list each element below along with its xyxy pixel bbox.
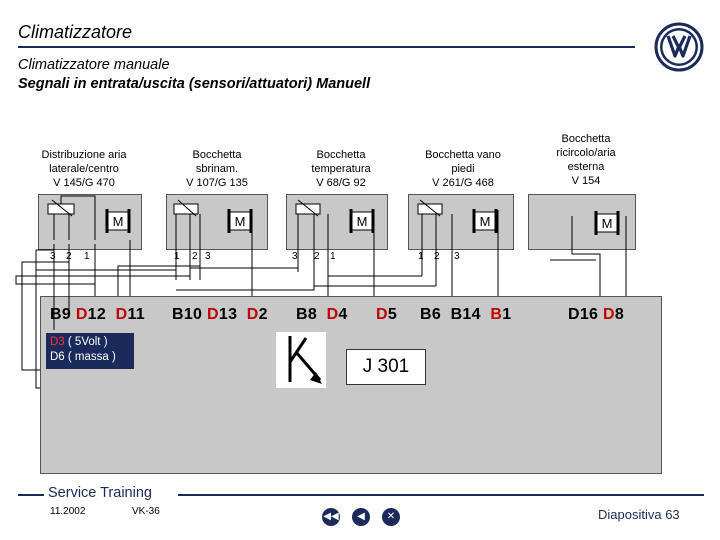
motor-symbol-3: M — [356, 214, 368, 229]
pin-number: 2 — [314, 251, 320, 262]
page-title: Climatizzatore — [18, 22, 133, 42]
footer-code: VK-36 — [132, 506, 160, 517]
connector-pins: B6 B14 B1 — [420, 306, 512, 323]
component-label: Distribuzione aria laterale/centro V 145/G 470 — [41, 149, 127, 189]
motor-symbol-2: M — [234, 214, 246, 229]
motor-symbol-1: M — [112, 214, 124, 229]
component-label: Bocchetta sbrinam. V 107/G 135 — [186, 149, 248, 189]
footer-rule-left — [18, 494, 44, 496]
pin-number: 3 — [50, 251, 56, 262]
component-label: Bocchetta ricircolo/aria esterna V 154 — [556, 133, 616, 187]
pin-number: 1 — [330, 251, 336, 262]
pin-number: 2 — [66, 251, 72, 262]
supply-note: D3 ( 5Volt ) D6 ( massa ) — [46, 333, 134, 369]
connector-pins: B9 D12 D11 — [50, 306, 145, 323]
motor-symbol-5: M — [601, 216, 613, 231]
footer-rule-right — [178, 494, 704, 496]
pin-number: 1 — [418, 251, 424, 262]
slide-number: Diapositiva 63 — [598, 507, 680, 522]
subtitle-line-1: Climatizzatore manuale — [18, 57, 170, 73]
pin-number: 3 — [205, 251, 211, 262]
first-icon[interactable]: ◀◀ — [322, 508, 340, 526]
pin-number: 3 — [292, 251, 298, 262]
component-label: Bocchetta temperatura V 68/G 92 — [311, 149, 371, 189]
footer-date: 11.2002 — [50, 506, 86, 517]
connector-pins: D16 D8 — [568, 306, 625, 323]
footer-training: Service Training — [48, 485, 152, 501]
pin-number: 2 — [192, 251, 198, 262]
pin-number: 3 — [454, 251, 460, 262]
subtitle-line-2: Segnali in entrata/uscita (sensori/attuatori) Manuell — [18, 76, 371, 92]
connector-pins: D5 — [376, 306, 398, 323]
pin-number: 1 — [84, 251, 90, 262]
component-label: Bocchetta vano piedi V 261/G 468 — [425, 149, 501, 189]
connector-pins: B8 D4 — [296, 306, 348, 323]
connector-pins: B10 D13 D2 — [172, 306, 268, 323]
pin-number: 1 — [174, 251, 180, 262]
motor-symbol-4: M — [479, 214, 491, 229]
pin-number: 2 — [434, 251, 440, 262]
prev-icon[interactable]: ◀ — [352, 508, 370, 526]
close-icon[interactable]: ✕ — [382, 508, 400, 526]
ecu-label: J 301 — [346, 349, 426, 385]
